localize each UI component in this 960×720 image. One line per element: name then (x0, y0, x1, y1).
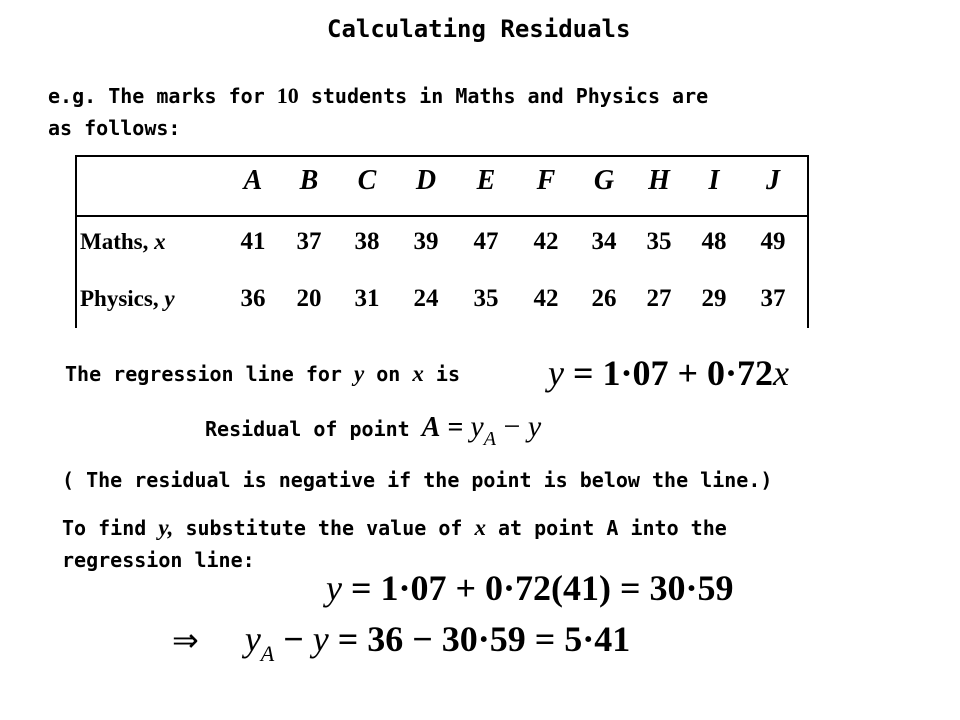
calculation-y (326, 567, 734, 609)
table-cell: 37 (296, 228, 322, 255)
equation-x: x (773, 353, 790, 393)
regression-var-x: x (412, 361, 424, 386)
column-header: B (299, 165, 319, 196)
intro-count: 10 (276, 83, 299, 108)
residual-ya: y (470, 410, 484, 443)
intro-line-1 (48, 83, 708, 109)
table-cell: 36 (240, 285, 266, 312)
table-cell: 35 (473, 285, 499, 312)
calc1-lhs: y (326, 568, 342, 608)
column-header: F (536, 165, 556, 196)
column-header: D (415, 165, 437, 196)
find-y-line-1 (62, 515, 727, 541)
column-header: H (648, 165, 670, 196)
residual-y: y (527, 410, 542, 443)
table-cell: 27 (646, 285, 672, 312)
table-cell: 26 (591, 285, 617, 312)
find-text-a: To find (62, 516, 159, 540)
find-text-b: substitute the value of (173, 516, 475, 540)
table-top-border (75, 155, 807, 157)
find-var-y: y, (158, 515, 174, 540)
table-cell: 39 (413, 228, 439, 255)
residual-minus: − (495, 410, 528, 443)
table-cell: 49 (760, 228, 786, 255)
calc2-minus: − (274, 619, 313, 659)
implies-arrow-icon: ⇒ (172, 622, 199, 658)
column-header: I (708, 165, 720, 196)
residual-equals: = (440, 412, 471, 443)
residual-ya-subscript: A (483, 428, 496, 450)
calculation-residual (172, 618, 631, 666)
row-label-text: Maths, (80, 229, 155, 254)
table-cell: 37 (760, 285, 786, 312)
residual-definition (205, 410, 542, 450)
calc2-rhs: = 36 − 30·59 = 5·41 (328, 619, 631, 659)
table-cell: 38 (354, 228, 380, 255)
residual-note: ( The residual is negative if the point is below the line.) (62, 468, 773, 492)
regression-text (65, 361, 460, 387)
page-title: Calculating Residuals (327, 15, 631, 43)
residual-label: Residual of point (205, 417, 422, 441)
column-header: J (766, 165, 780, 196)
equation-lhs: y (548, 353, 564, 393)
column-header: A (243, 165, 263, 196)
column-header: G (593, 165, 615, 196)
column-header: E (476, 165, 496, 196)
find-text-c: at point A into the (485, 516, 727, 540)
table-cell: 29 (701, 285, 727, 312)
find-y-line-2: regression line: (62, 548, 255, 572)
calc1-rhs: = 1·07 + 0·72(41) = 30·59 (341, 568, 734, 608)
table-cell: 48 (701, 228, 727, 255)
equation-rhs: = 1·07 + 0·72 (563, 353, 774, 393)
table-cell: 47 (473, 228, 499, 255)
intro-suffix: students in Maths and Physics are (298, 84, 709, 108)
calc2-ya-subscript: A (260, 641, 275, 666)
residual-point: A (421, 412, 441, 443)
calc2-ya: y (244, 619, 261, 659)
intro-line-2: as follows: (48, 116, 181, 140)
column-header: C (357, 165, 377, 196)
regression-text-b: on (364, 362, 413, 386)
table-cell: 42 (533, 228, 559, 255)
table-cell: 42 (533, 285, 559, 312)
row-label (80, 229, 166, 255)
regression-var-y: y (353, 361, 365, 386)
table-cell: 41 (240, 228, 266, 255)
calc2-y: y (312, 619, 329, 659)
regression-text-a: The regression line for (65, 362, 354, 386)
row-label-variable: x (154, 229, 166, 254)
regression-equation (548, 352, 789, 394)
table-cell: 31 (354, 285, 380, 312)
table-cell: 20 (296, 285, 322, 312)
table-cell: 34 (591, 228, 617, 255)
table-header-divider (75, 215, 807, 217)
row-label-text: Physics, (80, 286, 165, 311)
row-label-variable: y (164, 286, 175, 311)
table-cell: 24 (413, 285, 439, 312)
intro-prefix: e.g. The marks for (48, 84, 277, 108)
regression-text-c: is (423, 362, 460, 386)
row-label (80, 286, 175, 312)
find-var-x: x (474, 515, 486, 540)
table-cell: 35 (646, 228, 672, 255)
